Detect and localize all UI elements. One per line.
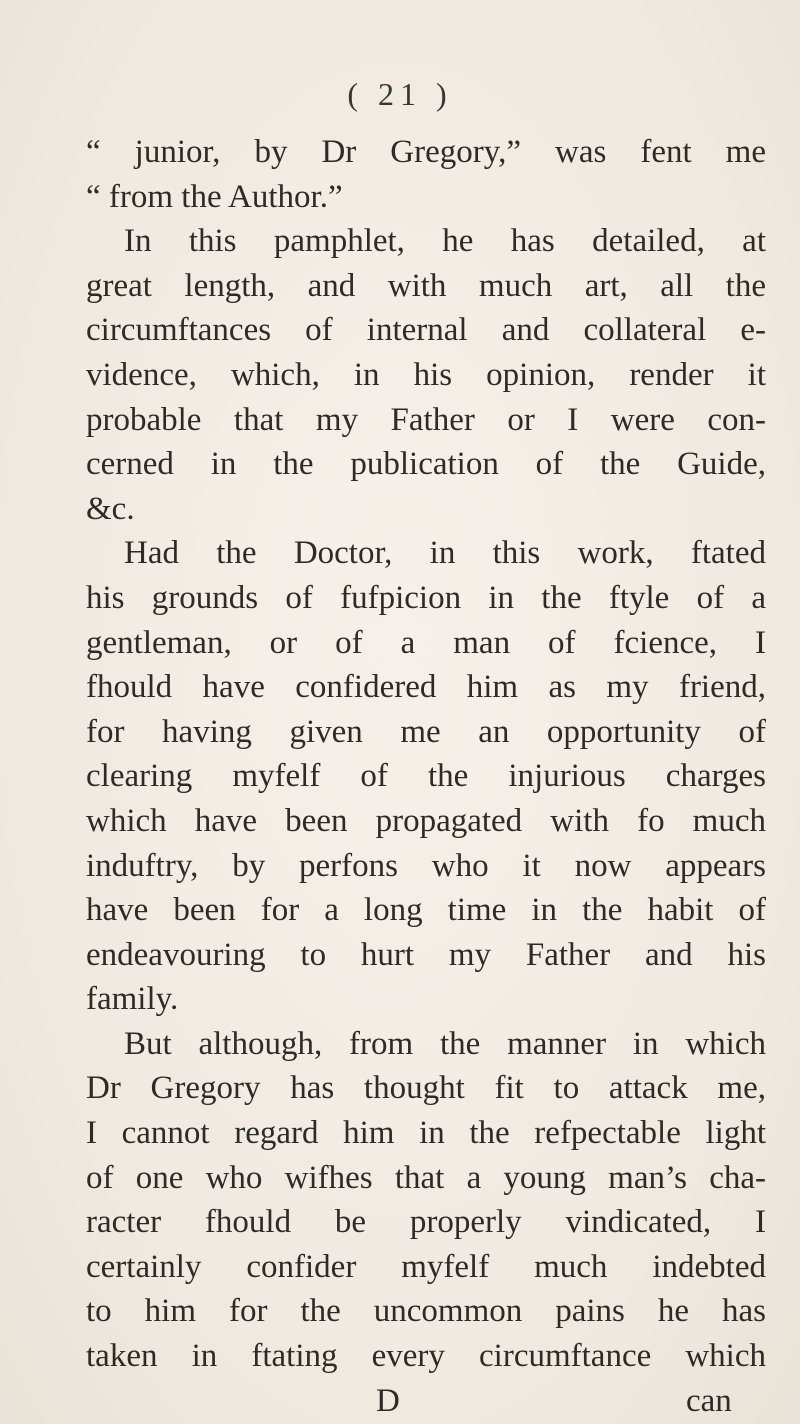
catchword: can: [686, 1382, 732, 1419]
signature-mark: D: [376, 1382, 400, 1419]
text-line: I cannot regard him in the refpectable light: [86, 1115, 766, 1152]
text-line: In this pamphlet, he has detailed, at: [124, 223, 766, 260]
text-line: certainly confider myfelf much indebted: [86, 1248, 766, 1285]
text-line: to him for the uncommon pains he has: [86, 1293, 766, 1330]
text-line: &c.: [86, 490, 135, 527]
text-line: endeavouring to hurt my Father and his: [86, 936, 766, 973]
body-text: [86, 130, 766, 1423]
text-line: family.: [86, 981, 179, 1018]
text-line: his grounds of fufpicion in the ftyle of a: [86, 579, 766, 616]
text-line: for having given me an opportunity of: [86, 713, 766, 750]
text-line: clearing myfelf of the injurious charges: [86, 758, 766, 795]
text-line: fhould have confidered him as my friend,: [86, 669, 766, 706]
text-line: But although, from the manner in which: [124, 1025, 766, 1062]
text-line: of one who wifhes that a young man’s cha-: [86, 1159, 766, 1196]
text-line: cerned in the publication of the Guide,: [86, 446, 766, 483]
text-line: “ from the Author.”: [86, 178, 343, 215]
page-number: ( 21 ): [347, 76, 453, 112]
text-line: racter fhould be properly vindicated, I: [86, 1204, 766, 1241]
text-line: Had the Doctor, in this work, ftated: [124, 535, 766, 572]
text-line: have been for a long time in the habit of: [86, 892, 766, 929]
text-line: which have been propagated with fo much: [86, 802, 766, 839]
text-line: gentleman, or of a man of fcience, I: [86, 624, 766, 661]
text-line: induftry, by perfons who it now appears: [86, 847, 766, 884]
text-line: Dr Gregory has thought fit to attack me,: [86, 1070, 766, 1107]
text-line: vidence, which, in his opinion, render it: [86, 356, 766, 393]
footer-line: [86, 1379, 766, 1424]
text-line: circumftances of internal and collateral e-: [86, 312, 766, 349]
text-line: taken in ftating every circumftance which: [86, 1338, 766, 1375]
text-line: “ junior, by Dr Gregory,” was fent me: [86, 134, 766, 170]
text-line: great length, and with much art, all the: [86, 267, 766, 304]
text-line: probable that my Father or I were con-: [86, 401, 766, 438]
